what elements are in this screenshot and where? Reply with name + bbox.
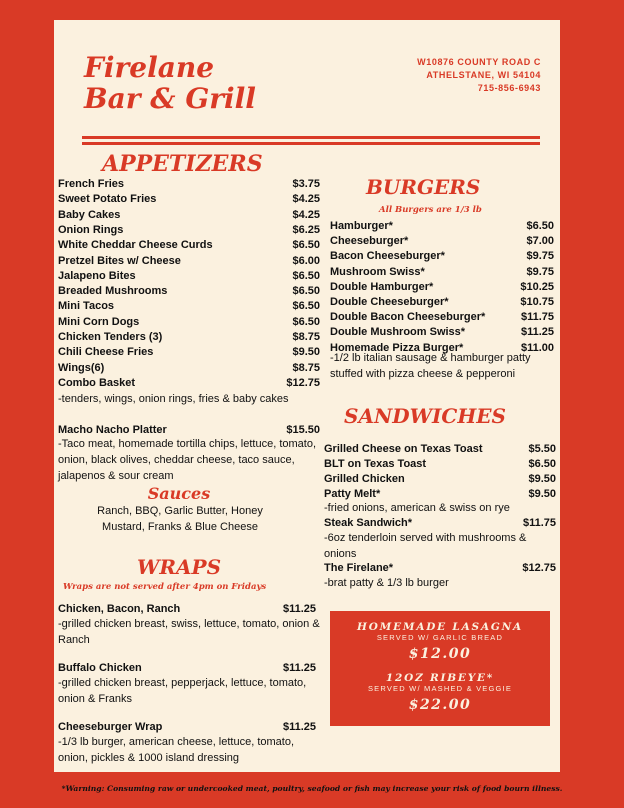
special-title: HOMEMADE LASAGNA (357, 621, 523, 633)
menu-item (330, 310, 554, 324)
menu-item (58, 192, 320, 206)
item-price: $8.75 (292, 361, 320, 374)
health-warning: *Warning: Consuming raw or undercooked meat, poultry, seafood or fish may increase your risk of food bourn illness. (61, 784, 563, 793)
menu-item (324, 442, 556, 456)
item-price: $4.25 (292, 208, 320, 221)
item-price: $10.75 (520, 296, 554, 308)
menu-item (58, 269, 320, 283)
menu-item (58, 423, 320, 437)
item-name: Jalapeno Bites (58, 269, 136, 282)
menu-item (330, 280, 554, 294)
item-name: Double Bacon Cheeseburger* (330, 311, 486, 324)
special-subtitle: SERVED W/ GARLIC BREAD (376, 633, 504, 642)
item-name: Wings(6) (58, 361, 105, 374)
patty-melt-description: -fried onions, american & swiss on rye (324, 502, 510, 514)
menu-item (58, 661, 316, 675)
item-description: -1/3 lb burger, american cheese, lettuce, tomato, onion, pickles & 1000 island dressing (58, 736, 295, 764)
item-price: $6.50 (292, 269, 320, 282)
brand-line-2: Bar & Grill (84, 82, 256, 115)
menu-item (324, 516, 556, 530)
menu-item (58, 361, 320, 375)
item-name: Double Mushroom Swiss* (330, 326, 466, 339)
item-price: $11.25 (282, 603, 316, 615)
steak-description: -6oz tenderloin served with mushrooms & onions (324, 532, 527, 560)
item-price: $9.50 (528, 473, 556, 485)
menu-item (324, 472, 556, 486)
item-price: $11.75 (520, 311, 554, 324)
item-name: Breaded Mushrooms (58, 285, 168, 298)
item-price: $9.50 (528, 488, 556, 500)
item-price: $6.50 (292, 300, 320, 313)
item-name: Pretzel Bites w/ Cheese (58, 254, 181, 267)
menu-item (58, 223, 320, 237)
menu-item (330, 325, 554, 339)
item-price: $10.25 (520, 280, 554, 293)
wraps-note: Wraps are not served after 4pm on Fridays (63, 582, 267, 592)
item-price: $9.50 (292, 346, 320, 359)
sauces-heading: Sauces (147, 484, 211, 503)
sandwiches-heading: SANDWICHES (344, 404, 506, 428)
item-name: Combo Basket (58, 376, 136, 389)
item-name: Hamburger* (330, 220, 393, 232)
pizza-burger-description: -1/2 lb italian sausage & hamburger patty stuffed with pizza cheese & pepperoni (330, 352, 531, 380)
item-name: French Fries (58, 178, 125, 190)
menu-item (58, 238, 320, 252)
item-price: $11.00 (520, 341, 554, 354)
item-name: White Cheddar Cheese Curds (58, 239, 213, 252)
combo-description: -tenders, wings, onion rings, fries & baby cakes (58, 393, 289, 405)
special-price: $12.00 (408, 646, 472, 662)
item-price: $3.75 (292, 178, 320, 190)
item-price: $9.75 (526, 250, 554, 263)
item-price: $12.75 (286, 376, 320, 389)
item-price: $9.75 (526, 265, 554, 278)
menu-item (330, 249, 554, 263)
item-price: $5.50 (528, 443, 556, 455)
item-name: Mini Tacos (58, 300, 115, 313)
appetizers-heading: APPETIZERS (102, 151, 263, 177)
menu-item (324, 561, 556, 575)
menu-item (58, 330, 320, 344)
item-price: $11.75 (522, 517, 556, 529)
nacho-description: -Taco meat, homemade tortilla chips, lettuce, tomato, onion, black olives, cheddar cheese, taco sauce, jalapenos & sour cream (58, 438, 317, 482)
item-name: Chili Cheese Fries (58, 346, 154, 359)
item-name: Cheeseburger Wrap (58, 721, 163, 733)
item-name: Bacon Cheeseburger* (330, 250, 445, 263)
item-description: -grilled chicken breast, pepperjack, lettuce, tomato, onion & Franks (58, 677, 307, 705)
menu-item (58, 602, 316, 616)
item-price: $6.00 (292, 254, 320, 267)
divider-rule (82, 136, 540, 139)
item-name: Sweet Potato Fries (58, 193, 157, 206)
item-name: BLT on Texas Toast (324, 458, 427, 470)
item-name: Onion Rings (58, 223, 124, 236)
menu-item (58, 345, 320, 359)
address-block (417, 56, 541, 95)
special-price: $22.00 (408, 697, 472, 713)
item-name: Cheeseburger* (330, 235, 409, 248)
street-address: W10876 COUNTY ROAD C (417, 57, 541, 67)
menu-item (330, 295, 554, 309)
specials-box (330, 611, 550, 726)
item-name: The Firelane* (324, 562, 394, 574)
burgers-heading: BURGERS (366, 175, 481, 199)
item-price: $6.50 (292, 239, 320, 252)
city-address: ATHELSTANE, WI 54104 (426, 70, 541, 80)
burgers-note: All Burgers are 1/3 lb (379, 205, 482, 215)
item-price: $11.25 (282, 662, 316, 674)
menu-item (58, 720, 316, 734)
sauces-list: Ranch, BBQ, Garlic Butter, Honey Mustard, Franks & Blue Cheese (97, 505, 263, 533)
item-price: $6.50 (292, 285, 320, 298)
phone-number: 715-856-6943 (477, 83, 541, 93)
restaurant-name (84, 52, 256, 114)
item-name: Grilled Cheese on Texas Toast (324, 443, 483, 455)
item-price: $11.25 (520, 326, 554, 339)
menu-item (58, 376, 320, 390)
item-name: Grilled Chicken (324, 473, 405, 485)
divider-rule (82, 142, 540, 145)
item-name: Mushroom Swiss* (330, 265, 425, 278)
item-price: $11.25 (282, 721, 316, 733)
firelane-description: -brat patty & 1/3 lb burger (324, 577, 449, 589)
menu-item (58, 254, 320, 268)
item-name: Buffalo Chicken (58, 662, 142, 674)
item-price: $12.75 (522, 562, 556, 574)
menu-item (324, 457, 556, 471)
menu-item (58, 299, 320, 313)
item-price: $15.50 (286, 424, 320, 436)
item-price: $6.50 (526, 220, 554, 232)
menu-item (58, 208, 320, 222)
item-price: $8.75 (292, 331, 320, 343)
item-name: Macho Nacho Platter (58, 424, 167, 436)
menu-item (324, 487, 556, 501)
menu-item (330, 265, 554, 279)
item-name: Chicken Tenders (3) (58, 331, 163, 343)
item-price: $6.25 (292, 223, 320, 236)
item-name: Double Cheeseburger* (330, 296, 449, 308)
item-price: $7.00 (526, 235, 554, 248)
item-price: $4.25 (292, 193, 320, 206)
menu-item (58, 315, 320, 329)
item-name: Double Hamburger* (330, 280, 434, 293)
item-name: Patty Melt* (324, 488, 381, 500)
brand-line-1: Firelane (84, 51, 215, 84)
special-subtitle: SERVED W/ MASHED & VEGGIE (367, 684, 513, 693)
item-name: Steak Sandwich* (324, 517, 413, 529)
wraps-heading: WRAPS (136, 555, 222, 579)
item-name: Baby Cakes (58, 208, 121, 221)
item-price: $6.50 (528, 458, 556, 470)
item-name: Chicken, Bacon, Ranch (58, 603, 181, 615)
menu-item (58, 177, 320, 191)
special-title: 12OZ RIBEYE* (385, 672, 495, 684)
menu-item (330, 234, 554, 248)
item-name: Homemade Pizza Burger* (330, 341, 464, 354)
item-price: $6.50 (292, 315, 320, 328)
item-name: Mini Corn Dogs (58, 315, 140, 328)
item-description: -grilled chicken breast, swiss, lettuce, tomato, onion & Ranch (58, 618, 320, 646)
menu-item (330, 219, 554, 233)
menu-item (58, 284, 320, 298)
